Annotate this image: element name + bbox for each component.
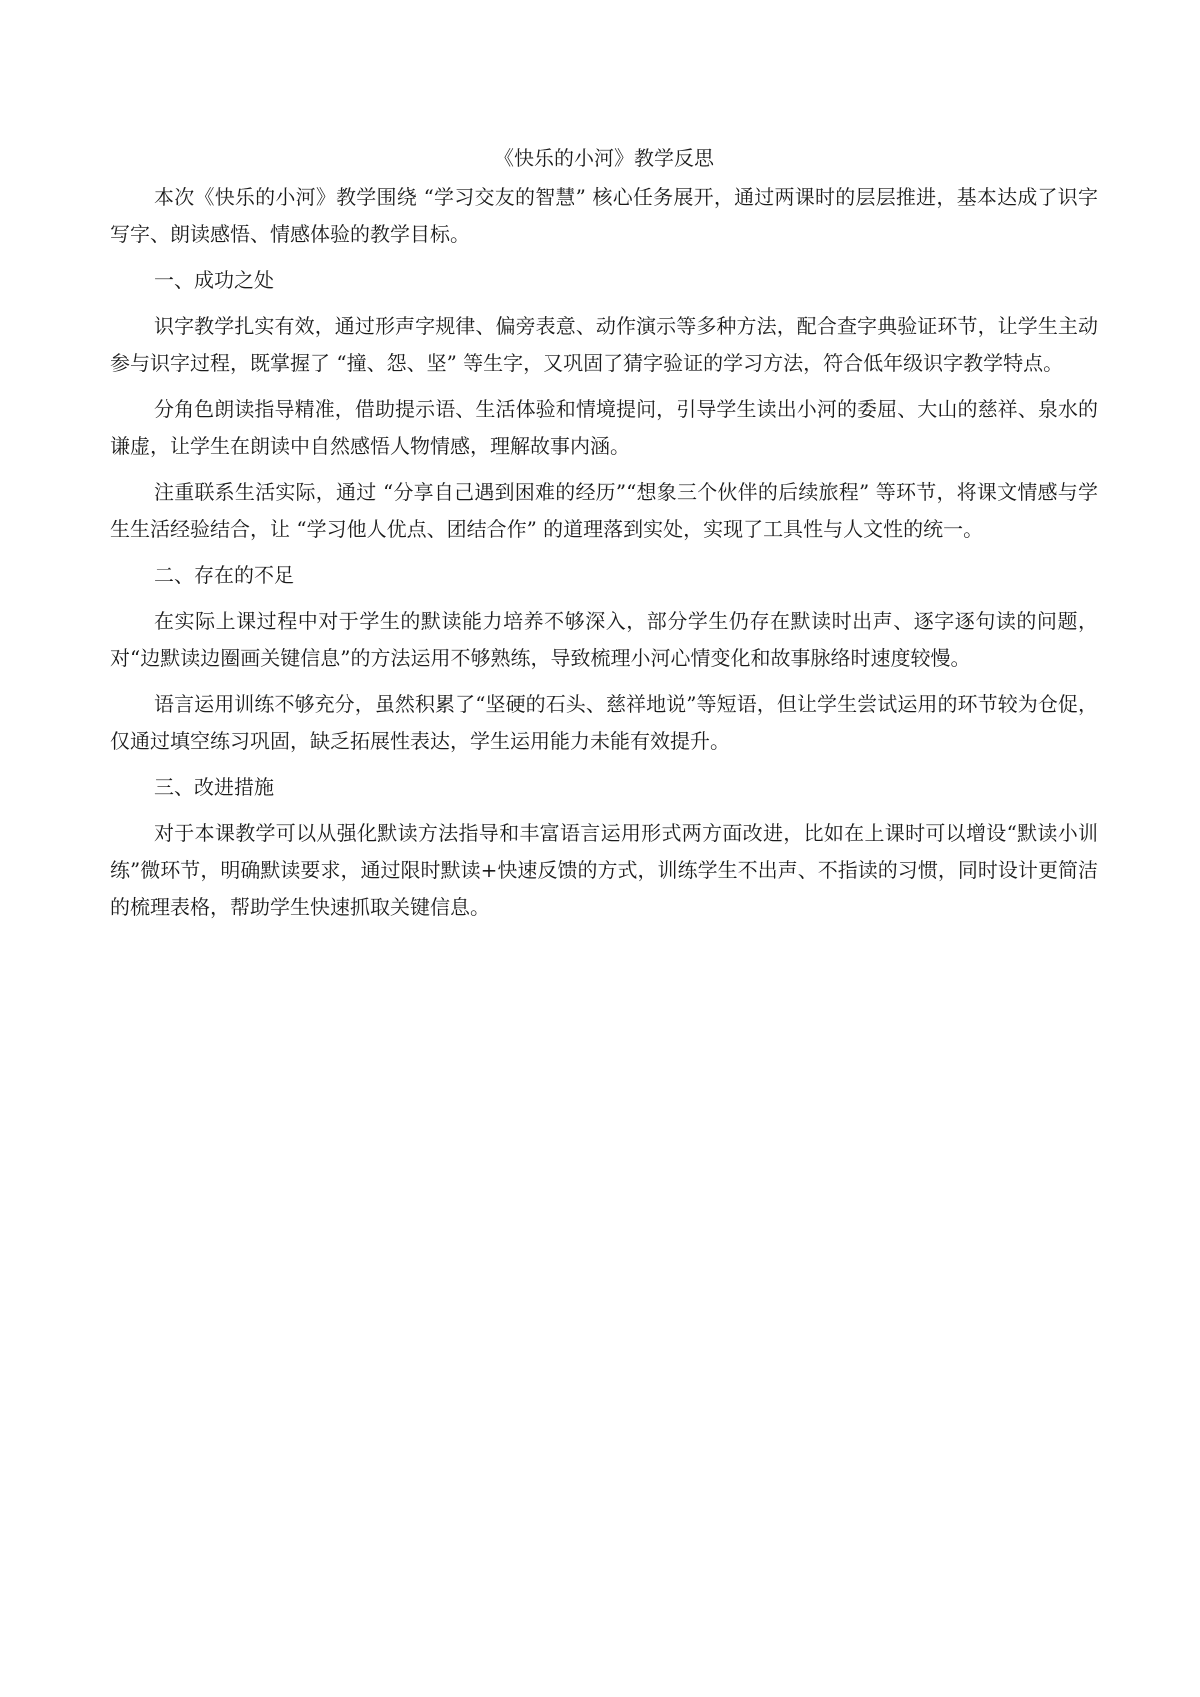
section-heading-improvements: 三、改进措施 xyxy=(154,775,274,799)
intro-paragraph: 本次《快乐的小河》教学围绕 “学习交友的智慧” 核心任务展开，通过两课时的层层推进，基本达成了识字写字、朗读感悟、情感体验的教学目标。 xyxy=(110,185,1098,246)
section-heading-success: 一、成功之处 xyxy=(154,268,274,292)
section-heading-shortcomings: 二、存在的不足 xyxy=(154,563,294,587)
paragraph: 分角色朗读指导精准，借助提示语、生活体验和情境提问，引导学生读出小河的委屈、大山的慈祥、泉水的谦虚，让学生在朗读中自然感悟人物情感，理解故事内涵。 xyxy=(110,397,1098,458)
paragraph: 识字教学扎实有效，通过形声字规律、偏旁表意、动作演示等多种方法，配合查字典验证环节，让学生主动参与识字过程，既掌握了 “撞、怨、坚” 等生字，又巩固了猜字验证的学习方法，符合低年级识字教学特点。 xyxy=(110,314,1098,375)
document-body xyxy=(110,143,1098,935)
paragraph: 注重联系生活实际，通过 “分享自己遇到困难的经历”“想象三个伙伴的后续旅程” 等环节，将课文情感与学生生活经验结合，让 “学习他人优点、团结合作” 的道理落到实处，实现了工具性与人文性的统一。 xyxy=(110,480,1098,541)
paragraph: 对于本课教学可以从强化默读方法指导和丰富语言运用形式两方面改进，比如在上课时可以增设“默读小训练”微环节，明确默读要求，通过限时默读+快速反馈的方式，训练学生不出声、不指读的习惯，同时设计更简洁的梳理表格，帮助学生快速抓取关键信息。 xyxy=(110,821,1098,919)
paragraph: 语言运用训练不够充分，虽然积累了“坚硬的石头、慈祥地说”等短语，但让学生尝试运用的环节较为仓促，仅通过填空练习巩固，缺乏拓展性表达，学生运用能力未能有效提升。 xyxy=(110,692,1098,753)
document-title: 《快乐的小河》教学反思 xyxy=(494,146,714,170)
paragraph: 在实际上课过程中对于学生的默读能力培养不够深入，部分学生仍存在默读时出声、逐字逐句读的问题，对“边默读边圈画关键信息”的方法运用不够熟练，导致梳理小河心情变化和故事脉络时速度较慢。 xyxy=(110,609,1098,670)
